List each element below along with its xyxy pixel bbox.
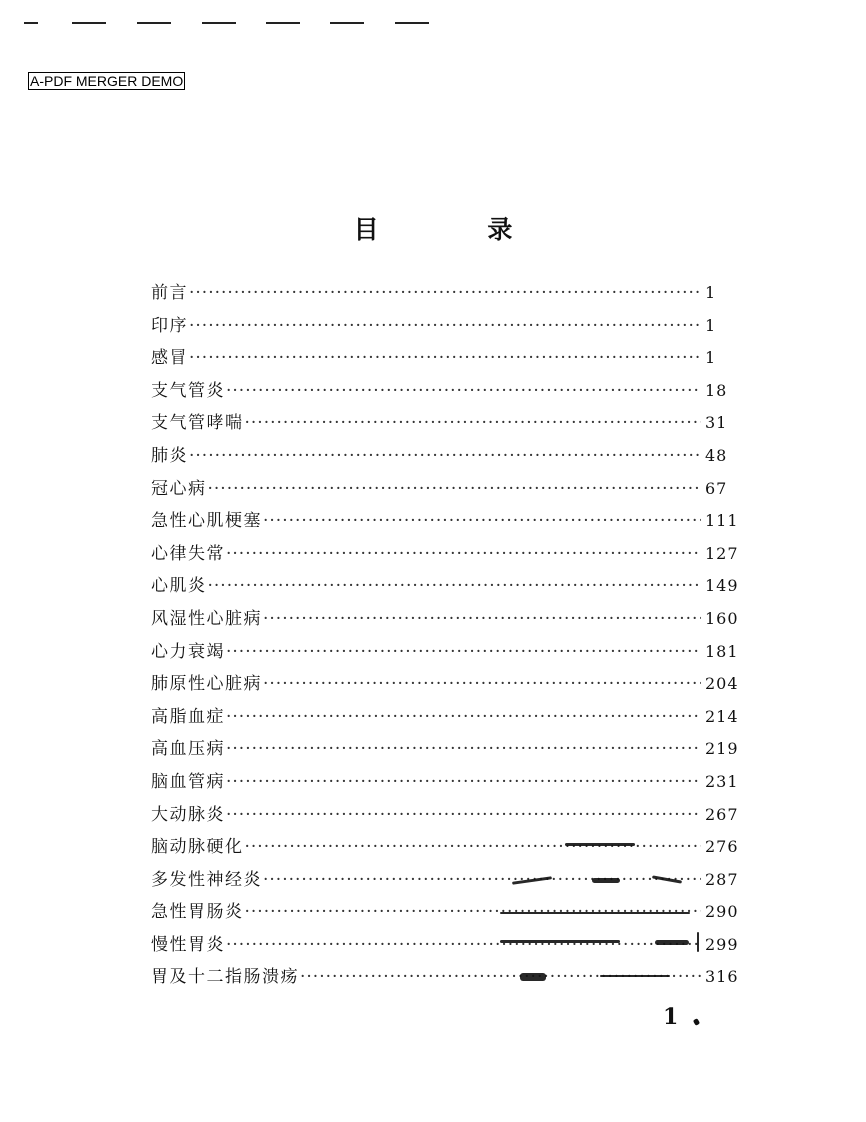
toc-leader-dots	[226, 935, 701, 955]
toc-entry-page: 204	[705, 674, 739, 694]
toc-leader-dots	[226, 739, 701, 759]
toc-entry-page: 316	[705, 967, 739, 987]
pdf-merger-watermark: A-PDF MERGER DEMO	[30, 73, 184, 89]
toc-leader-dots	[226, 381, 701, 401]
toc-entry[interactable]	[151, 767, 741, 800]
toc-entry-title: 脑血管病	[151, 771, 225, 792]
toc-entry[interactable]	[151, 441, 741, 474]
toc-entry-page: 160	[705, 608, 739, 628]
toc-leader-dots	[208, 479, 702, 499]
toc-entry-title: 急性心肌梗塞	[151, 511, 262, 532]
toc-leader-dots	[189, 348, 701, 368]
toc-entry-title: 高脂血症	[151, 706, 225, 727]
toc-entry[interactable]	[151, 930, 741, 963]
toc-entry[interactable]	[151, 800, 741, 833]
toc-entry-title: 慢性胃炎	[151, 934, 225, 955]
toc-entry[interactable]	[151, 343, 741, 376]
toc-entry-page: 18	[705, 380, 728, 400]
toc-entry-title: 心律失常	[151, 543, 225, 564]
page-number-mark	[693, 1018, 700, 1026]
toc-entry-title: 前言	[151, 283, 188, 303]
toc-entry-title: 高血压病	[151, 739, 225, 760]
toc-leader-dots	[263, 609, 701, 629]
toc-entry-page: 267	[705, 804, 739, 824]
toc-entry-title: 胃及十二指肠溃疡	[151, 967, 299, 988]
toc-entry[interactable]	[151, 571, 741, 604]
toc-entry-page: 219	[705, 739, 739, 759]
toc-entry-title: 大动脉炎	[151, 804, 225, 825]
toc-leader-dots	[189, 283, 701, 303]
toc-entry-page: 290	[705, 902, 739, 922]
toc-entry-title: 印序	[151, 315, 188, 336]
toc-entry[interactable]	[151, 408, 741, 441]
toc-leader-dots	[263, 870, 701, 890]
toc-entry-title: 支气管炎	[151, 380, 225, 401]
toc-entry-title: 多发性神经炎	[151, 869, 262, 890]
toc-entry-page: 1	[705, 348, 717, 368]
toc-entry-page: 149	[705, 576, 739, 596]
toc-entry-page: 111	[705, 511, 739, 531]
toc-leader-dots	[226, 772, 701, 792]
toc-leader-dots	[300, 967, 701, 987]
toc-entry-page: 299	[705, 934, 739, 954]
toc-entry-title: 感冒	[151, 348, 188, 369]
toc-entry[interactable]	[151, 962, 741, 995]
toc-leader-dots	[189, 316, 701, 336]
table-of-contents	[151, 278, 741, 995]
toc-entry-page: 287	[705, 869, 739, 889]
toc-entry[interactable]	[151, 474, 741, 507]
toc-entry-page: 1	[705, 283, 717, 302]
toc-entry-title: 急性胃肠炎	[151, 902, 244, 923]
toc-entry-title: 风湿性心脏病	[151, 608, 262, 629]
toc-leader-dots	[226, 642, 701, 662]
toc-entry[interactable]	[151, 832, 741, 865]
toc-entry[interactable]	[151, 669, 741, 702]
toc-entry[interactable]	[151, 734, 741, 767]
toc-entry[interactable]	[151, 278, 741, 311]
toc-entry[interactable]	[151, 506, 741, 539]
toc-leader-dots	[245, 413, 702, 433]
toc-entry-page: 181	[705, 641, 739, 661]
toc-leader-dots	[245, 837, 702, 857]
toc-entry-title: 支气管哮喘	[151, 413, 244, 434]
header-dash-rule	[24, 22, 434, 26]
toc-entry-page: 31	[705, 413, 728, 433]
page-number: 1	[663, 1004, 679, 1030]
toc-entry-title: 肺炎	[151, 445, 188, 466]
toc-leader-dots	[263, 674, 701, 694]
toc-leader-dots	[226, 544, 701, 564]
page-title: 目 录	[353, 215, 563, 244]
toc-entry[interactable]	[151, 376, 741, 409]
toc-entry-title: 心肌炎	[151, 576, 207, 597]
toc-entry-title: 脑动脉硬化	[151, 837, 244, 858]
toc-entry-title: 心力衰竭	[151, 641, 225, 662]
toc-entry[interactable]	[151, 702, 741, 735]
toc-leader-dots	[263, 511, 701, 531]
toc-entry-page: 214	[705, 706, 739, 726]
toc-leader-dots	[226, 707, 701, 727]
toc-entry-page: 127	[705, 543, 739, 563]
toc-leader-dots	[208, 576, 702, 596]
toc-entry-page: 276	[705, 837, 739, 857]
toc-entry-page: 48	[705, 445, 728, 465]
toc-entry[interactable]	[151, 604, 741, 637]
toc-entry-title: 肺原性心脏病	[151, 674, 262, 695]
toc-leader-dots	[189, 446, 701, 466]
toc-entry-page: 231	[705, 771, 739, 791]
toc-entry[interactable]	[151, 865, 741, 898]
toc-entry-page: 67	[705, 478, 728, 498]
toc-entry-title: 冠心病	[151, 478, 207, 499]
toc-leader-dots	[226, 805, 701, 825]
toc-entry[interactable]	[151, 311, 741, 344]
toc-entry[interactable]	[151, 637, 741, 670]
toc-entry[interactable]	[151, 539, 741, 572]
toc-entry-page: 1	[705, 315, 717, 335]
